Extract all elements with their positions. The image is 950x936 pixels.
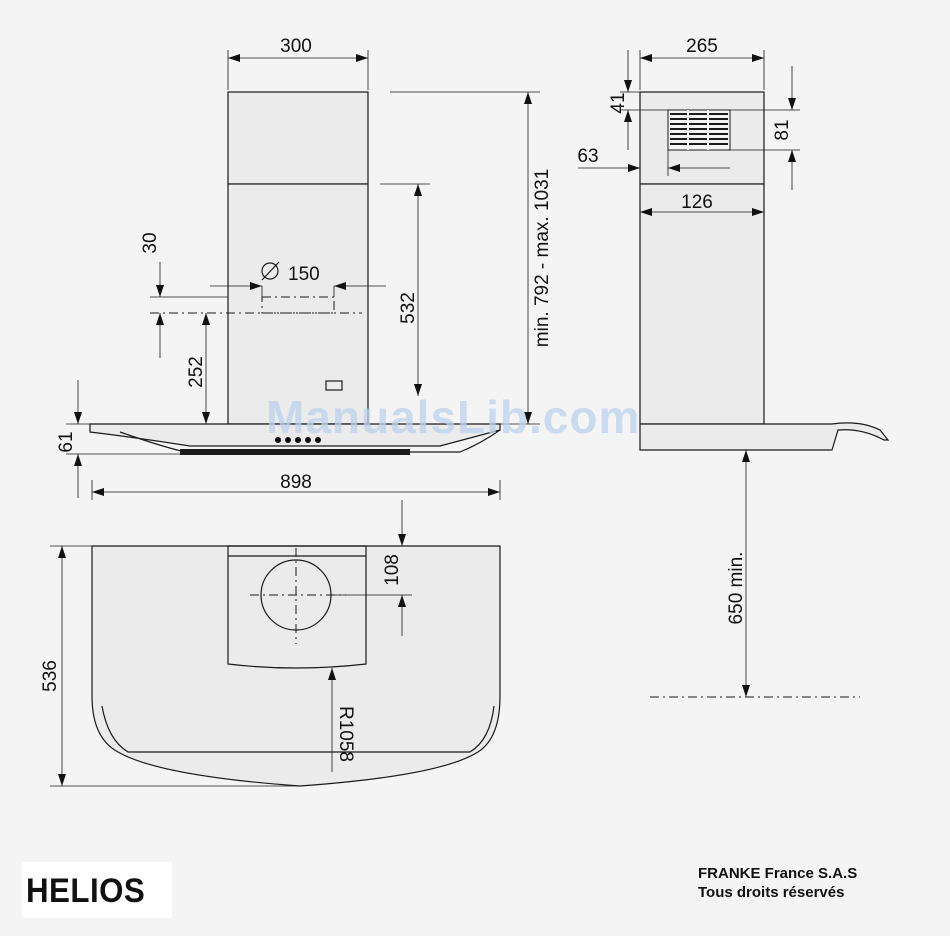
watermark-text: ManualsLib.com <box>266 391 641 443</box>
title-block-company <box>698 864 857 902</box>
dim-duct-offset: 108 <box>382 554 403 586</box>
dim-offset-top: 30 <box>140 232 161 254</box>
vent-grille <box>668 110 730 150</box>
side-canopy <box>640 423 888 450</box>
dim-radius: R1058 <box>335 706 356 762</box>
company-name: FRANKE France S.A.S <box>698 865 858 882</box>
dim-outlet-height: 252 <box>186 356 207 388</box>
top-view <box>40 500 500 786</box>
model-name: HELIOS <box>26 872 146 910</box>
dim-outlet-top: 41 <box>608 92 629 114</box>
dim-upper-chimney: 532 <box>398 292 419 324</box>
canopy-filter <box>180 449 410 455</box>
dim-top-depth: 536 <box>40 660 61 692</box>
dim-outlet-offset: 63 <box>577 146 599 167</box>
dim-chimney-width: 300 <box>280 36 312 57</box>
dim-canopy-thickness: 61 <box>56 431 77 453</box>
lower-chimney <box>228 184 368 424</box>
dim-duct-diameter: 150 <box>288 264 320 285</box>
dim-canopy-width: 898 <box>280 472 312 493</box>
upper-chimney <box>228 92 368 184</box>
dim-height-range: min. 792 - max. 1031 <box>532 168 553 348</box>
dim-outlet-width: 126 <box>681 192 713 213</box>
side-lower-chimney <box>640 184 764 424</box>
dim-vent-height: 81 <box>772 119 793 141</box>
dim-min-clearance: 650 min. <box>726 551 747 625</box>
dim-side-depth: 265 <box>686 36 718 57</box>
rights-notice: Tous droits réservés <box>698 884 845 901</box>
side-view <box>577 36 888 697</box>
